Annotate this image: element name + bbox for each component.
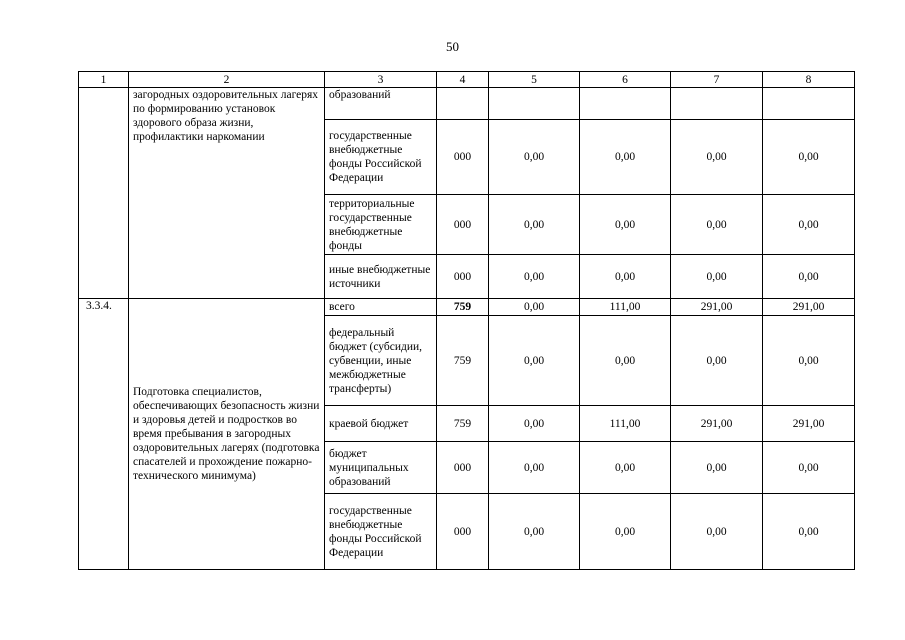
- value-cell: 759: [437, 316, 489, 406]
- table-row: [79, 299, 855, 316]
- value-cell: 000: [437, 494, 489, 570]
- source-cell: федеральный бюджет (субсидии, субвенции, иные межбюджетные трансферты): [325, 316, 437, 406]
- source-cell: краевой бюджет: [325, 406, 437, 442]
- header-row: [79, 72, 855, 88]
- source-cell: образований: [325, 88, 437, 120]
- value-cell: 0,00: [489, 442, 580, 494]
- header-cell: 4: [437, 72, 489, 88]
- budget-table: [78, 71, 855, 570]
- header-cell: 7: [671, 72, 763, 88]
- value-cell: [437, 88, 489, 120]
- value-cell: 111,00: [580, 406, 671, 442]
- value-cell: 0,00: [763, 316, 855, 406]
- value-cell: 0,00: [489, 299, 580, 316]
- value-cell: 759: [437, 406, 489, 442]
- header-cell: 8: [763, 72, 855, 88]
- value-cell: 000: [437, 120, 489, 195]
- value-cell: 0,00: [580, 255, 671, 299]
- value-cell: 291,00: [671, 406, 763, 442]
- value-cell: 0,00: [580, 442, 671, 494]
- source-cell: государственные внебюджетные фонды Российской Федерации: [325, 120, 437, 195]
- value-cell: 0,00: [580, 195, 671, 255]
- value-cell: 0,00: [489, 255, 580, 299]
- source-cell: государственные внебюджетные фонды Российской Федерации: [325, 494, 437, 570]
- source-cell: иные внебюджетные источники: [325, 255, 437, 299]
- description-cell: Подготовка специалистов, обеспечивающих безопасность жизни и здоровья детей и подростков во время пребывания в загородных оздоровительных лагерях (подготовка спасателей и прохождение пожарно-технического минимума): [129, 299, 325, 570]
- value-cell: 0,00: [671, 255, 763, 299]
- value-cell: 0,00: [489, 120, 580, 195]
- value-cell: [671, 88, 763, 120]
- value-cell: 0,00: [763, 120, 855, 195]
- source-cell: бюджет муниципальных образований: [325, 442, 437, 494]
- value-cell: 0,00: [763, 494, 855, 570]
- value-cell: 0,00: [489, 494, 580, 570]
- value-cell: 0,00: [671, 494, 763, 570]
- description-cell: загородных оздоровительных лагерях по формированию установок здорового образа жизни, профилактики наркомании: [129, 88, 325, 299]
- header-cell: 6: [580, 72, 671, 88]
- table-row: [79, 88, 855, 120]
- value-cell: 0,00: [671, 120, 763, 195]
- value-cell: [580, 88, 671, 120]
- value-cell: 0,00: [763, 255, 855, 299]
- source-cell: всего: [325, 299, 437, 316]
- code-cell: 3.3.4.: [79, 299, 129, 570]
- header-cell: 2: [129, 72, 325, 88]
- value-cell: 0,00: [489, 316, 580, 406]
- source-cell: территориальные государственные внебюджетные фонды: [325, 195, 437, 255]
- header-cell: 3: [325, 72, 437, 88]
- value-cell: 0,00: [671, 442, 763, 494]
- header-cell: 5: [489, 72, 580, 88]
- value-cell: 000: [437, 195, 489, 255]
- value-cell: 291,00: [763, 299, 855, 316]
- value-cell: 0,00: [671, 316, 763, 406]
- value-cell: [489, 88, 580, 120]
- value-cell: 0,00: [580, 494, 671, 570]
- value-cell: 759: [437, 299, 489, 316]
- value-cell: 0,00: [763, 442, 855, 494]
- page-number: 50: [446, 39, 459, 54]
- value-cell: 291,00: [763, 406, 855, 442]
- value-cell: 111,00: [580, 299, 671, 316]
- value-cell: 000: [437, 255, 489, 299]
- value-cell: 000: [437, 442, 489, 494]
- value-cell: 0,00: [489, 406, 580, 442]
- value-cell: 291,00: [671, 299, 763, 316]
- code-cell: [79, 88, 129, 299]
- value-cell: [763, 88, 855, 120]
- value-cell: 0,00: [763, 195, 855, 255]
- value-cell: 0,00: [489, 195, 580, 255]
- header-cell: 1: [79, 72, 129, 88]
- value-cell: 0,00: [580, 120, 671, 195]
- value-cell: 0,00: [580, 316, 671, 406]
- value-cell: 0,00: [671, 195, 763, 255]
